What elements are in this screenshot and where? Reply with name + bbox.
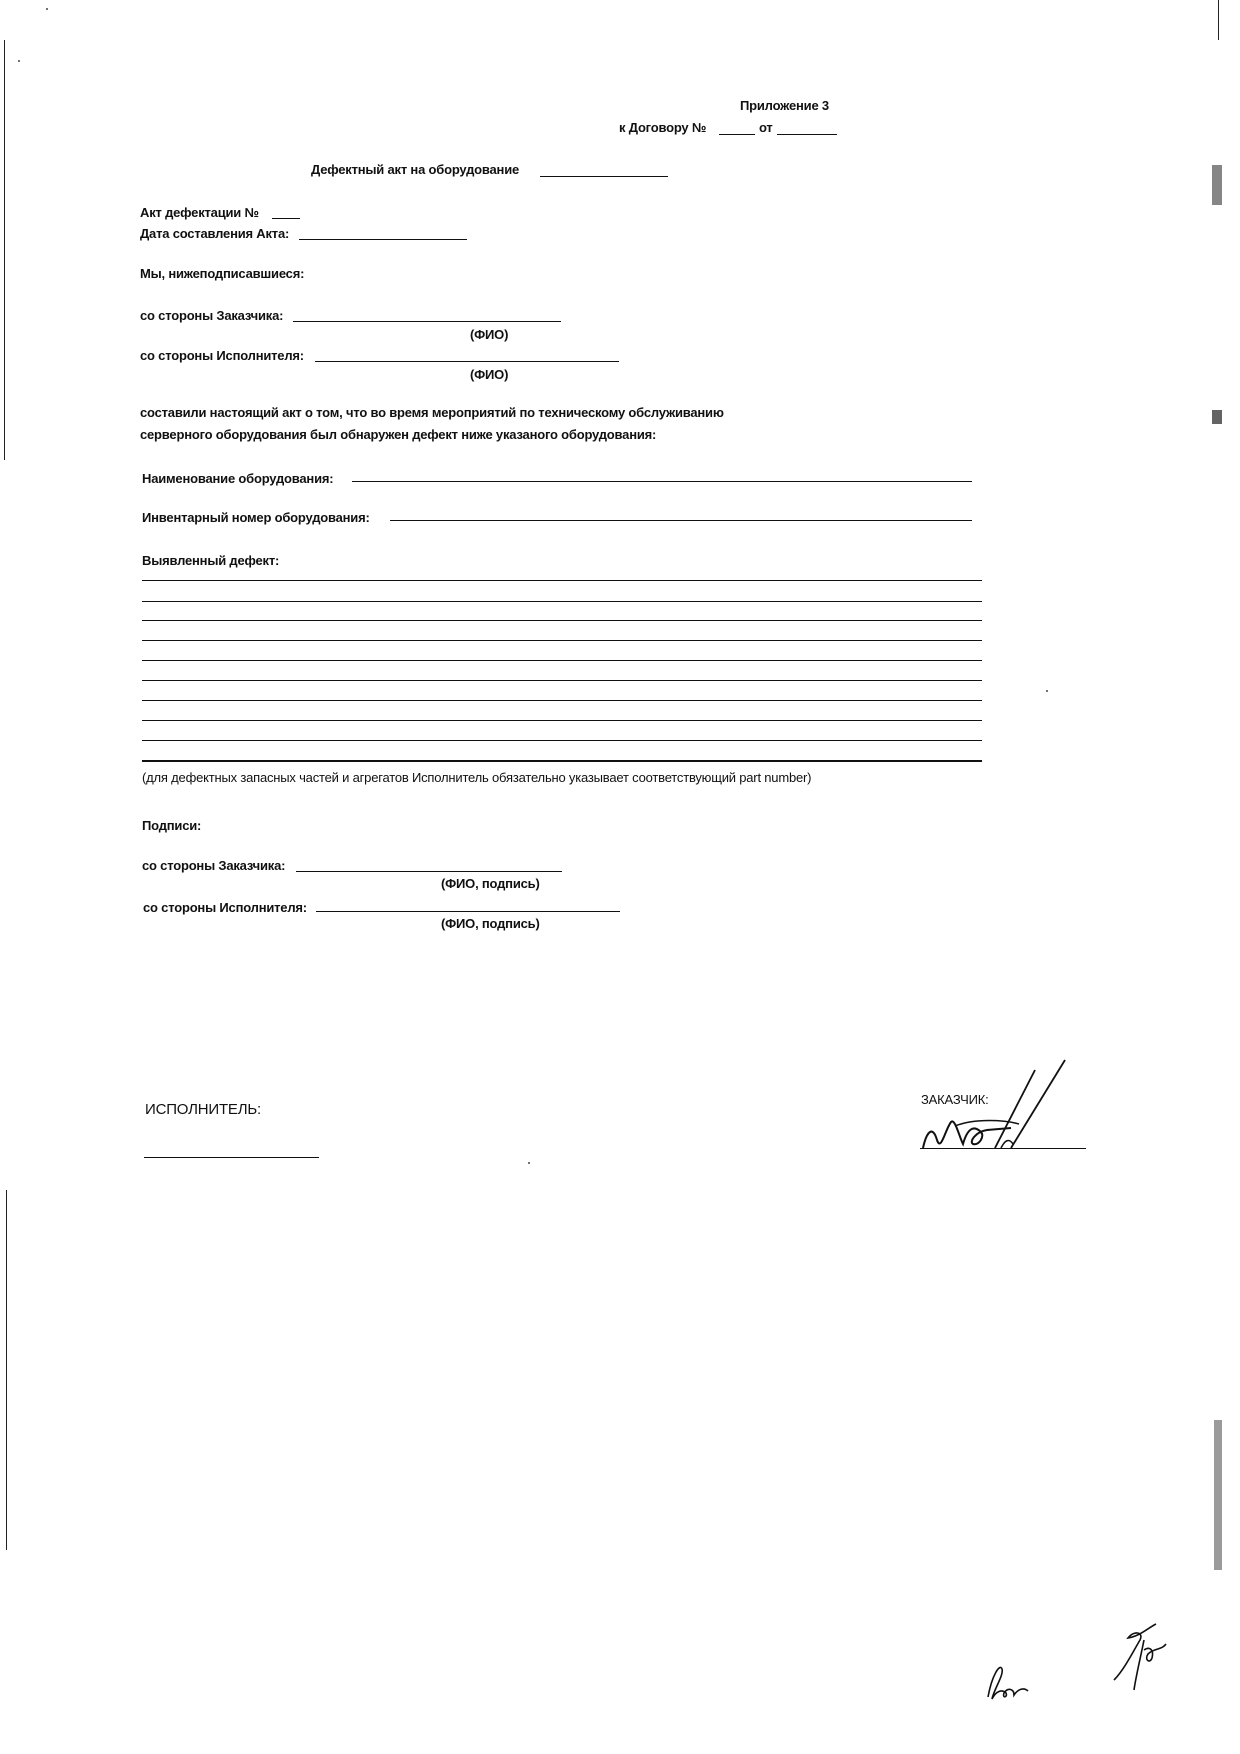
- defect-line: [142, 720, 982, 721]
- defect-line: [142, 740, 982, 741]
- contractor-party-label: со стороны Исполнителя:: [140, 348, 304, 363]
- contractor-party-hint: (ФИО): [470, 367, 509, 382]
- executor-label: ИСПОЛНИТЕЛЬ:: [145, 1101, 261, 1118]
- act-number-label: Акт дефектации №: [140, 205, 259, 220]
- part-number-note: (для дефектных запасных частей и агрегатов Исполнитель обязательно указывает соответствующий part number): [142, 770, 812, 785]
- contract-number-blank: [719, 134, 755, 135]
- equipment-name-blank: [352, 481, 972, 482]
- customer-signature-hint: (ФИО, подпись): [441, 876, 540, 891]
- defect-line: [142, 580, 982, 581]
- contractor-signature-hint: (ФИО, подпись): [441, 916, 540, 931]
- contract-date-blank: [777, 134, 837, 135]
- title-equipment-blank: [540, 176, 668, 177]
- inventory-number-blank: [390, 520, 972, 521]
- customer-party-blank: [293, 321, 561, 322]
- scan-edge-right-mid: [1212, 165, 1222, 205]
- customer-party-label: со стороны Заказчика:: [140, 308, 284, 323]
- initials-signature-left: [978, 1655, 1038, 1705]
- scan-edge-left-lower: [6, 1190, 7, 1550]
- statement-line-1: составили настоящий акт о том, что во время мероприятий по техническому обслуживанию: [140, 405, 724, 420]
- customer-handwritten-signature: [915, 1060, 1075, 1155]
- initials-signature-right: [1104, 1610, 1184, 1700]
- inventory-number-label: Инвентарный номер оборудования:: [142, 510, 370, 525]
- equipment-name-label: Наименование оборудования:: [142, 471, 334, 486]
- act-date-blank: [299, 239, 467, 240]
- statement-line-2: серверного оборудования был обнаружен дефект ниже указаного оборудования:: [140, 427, 657, 442]
- defect-line: [142, 760, 982, 762]
- defect-line: [142, 680, 982, 681]
- act-date-label: Дата составления Акта:: [140, 226, 290, 241]
- customer-party-hint: (ФИО): [470, 327, 509, 342]
- scan-edge-right: [1218, 0, 1219, 40]
- customer-footer-label: ЗАКАЗЧИК:: [921, 1092, 989, 1107]
- scan-edge-right-low: [1214, 1420, 1222, 1570]
- defect-label: Выявленный дефект:: [142, 553, 280, 568]
- defect-line: [142, 660, 982, 661]
- contract-ref-label: к Договору №: [619, 120, 707, 135]
- defect-line: [142, 601, 982, 602]
- scan-speck: [528, 1162, 530, 1164]
- scan-speck: [46, 8, 48, 10]
- customer-signature-blank: [296, 871, 562, 872]
- scan-edge-right-mid2: [1212, 410, 1222, 424]
- contract-from-label: от: [759, 120, 773, 135]
- scan-edge-left: [4, 40, 5, 460]
- contractor-signature-label: со стороны Исполнителя:: [143, 900, 307, 915]
- defect-line: [142, 620, 982, 621]
- defect-line: [142, 700, 982, 701]
- executor-signature-blank: [144, 1157, 319, 1158]
- customer-signature-label: со стороны Заказчика:: [142, 858, 286, 873]
- defect-line: [142, 640, 982, 641]
- act-number-blank: [272, 218, 300, 219]
- signatures-label: Подписи:: [142, 818, 202, 833]
- contractor-signature-blank: [316, 911, 620, 912]
- intro-text: Мы, нижеподписавшиеся:: [140, 266, 305, 281]
- scan-speck: [18, 60, 20, 62]
- contractor-party-blank: [315, 361, 619, 362]
- document-title: Дефектный акт на оборудование: [311, 162, 520, 177]
- scan-speck: [1046, 690, 1048, 692]
- appendix-label: Приложение 3: [740, 98, 829, 113]
